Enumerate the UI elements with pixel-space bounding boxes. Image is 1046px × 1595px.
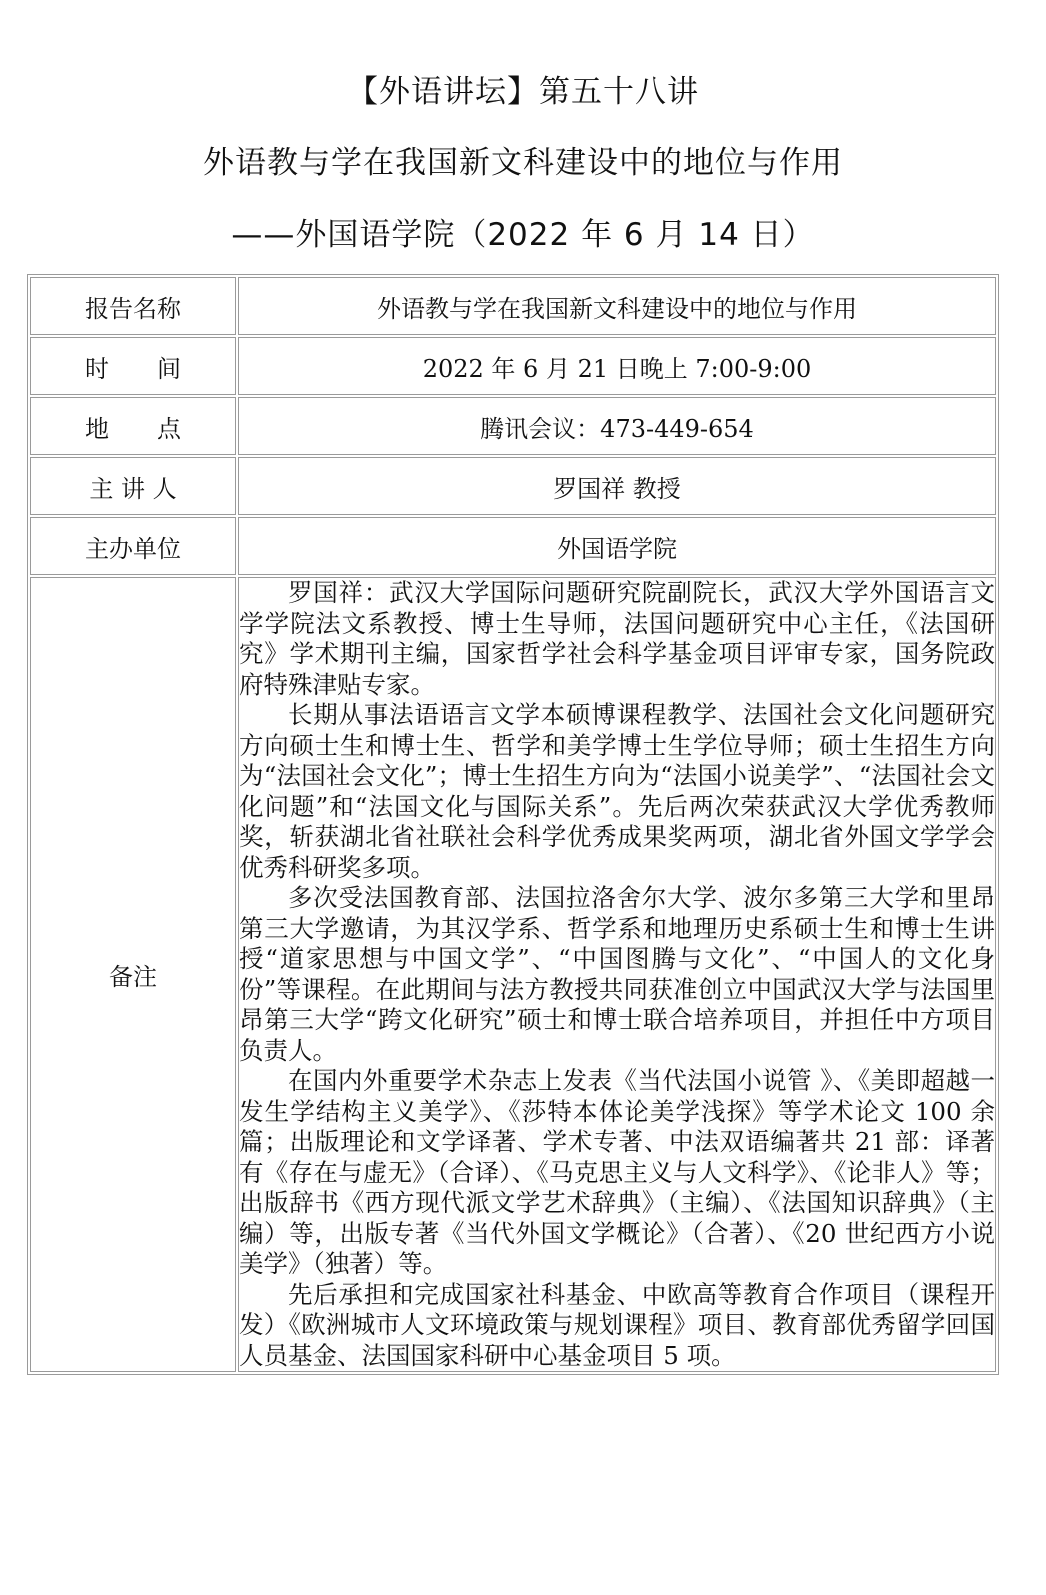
- lecture-series-title: 【外语讲坛】第五十八讲: [347, 74, 699, 110]
- table-row-report-name: [30, 277, 996, 335]
- lecture-topic-title: 外语教与学在我国新文科建设中的地位与作用: [203, 145, 843, 181]
- table-row-host: [30, 517, 996, 575]
- label-host: 主办单位: [30, 517, 236, 575]
- notes-paragraph: 罗国祥：武汉大学国际问题研究院副院长，武汉大学外国语言文学学院法文系教授、博士生导师，法国问题研究中心主任，《法国研究》学术期刊主编，国家哲学社会科学基金项目评审专家，国务院政府特殊津贴专家。: [239, 578, 995, 699]
- notes-paragraph: 先后承担和完成国家社科基金、中欧高等教育合作项目（课程开发）《欧洲城市人文环境政策与规划课程》项目、教育部优秀留学回国人员基金、法国国家科研中心基金项目 5 项。: [239, 1279, 995, 1370]
- table-row-speaker: [30, 457, 996, 515]
- table-row-location: [30, 397, 996, 455]
- value-time: 2022 年 6 月 21 日晚上 7:00-9:00: [238, 337, 996, 395]
- label-notes: 备注: [30, 577, 236, 1372]
- value-location: 腾讯会议：473-449-654: [238, 397, 996, 455]
- notes-paragraph: 多次受法国教育部、法国拉洛舍尔大学、波尔多第三大学和里昂第三大学邀请，为其汉学系、哲学系和地理历史系硕士生和博士生讲授“道家思想与中国文学”、“中国图腾与文化”、“中国人的文化身份”等课程。在此期间与法方教授共同获准创立中国武汉大学与法国里昂第三大学“跨文化研究”硕士和博士联合培养项目，并担任中方项目负责人。: [239, 883, 995, 1065]
- table-row-time: [30, 337, 996, 395]
- label-time: 时 间: [30, 337, 236, 395]
- value-speaker: 罗国祥 教授: [238, 457, 996, 515]
- lecture-info-table: [27, 274, 999, 1375]
- notes-paragraph: 在国内外重要学术杂志上发表《当代法国小说管 》、《美即超越一发生学结构主义美学》、《莎特本体论美学浅探》等学术论文 100 余篇；出版理论和文学译著、学术专著、中法双语编著共 21 部：译著有《存在与虚无》（合译）、《马克思主义与人文科学》、《论非人》等；出版辞书《西方现代派文学艺术辞典》（主编）、《法国知识辞典》（主编）等，出版专著《当代外国文学概论》（合著）、《20 世纪西方小说美学》（独著）等。: [239, 1066, 995, 1278]
- value-report-name: 外语教与学在我国新文科建设中的地位与作用: [238, 277, 996, 335]
- label-speaker: 主 讲 人: [30, 457, 236, 515]
- notes-paragraph: 长期从事法语语言文学本硕博课程教学、法国社会文化问题研究方向硕士生和博士生、哲学和美学博士生学位导师；硕士生招生方向为“法国社会文化”；博士生招生方向为“法国小说美学”、“法国社会文化问题”和“法国文化与国际关系”。先后两次荣获武汉大学优秀教师奖，斩获湖北省社联社会科学优秀成果奖两项，湖北省外国文学学会优秀科研奖多项。: [239, 700, 995, 882]
- notes-content: [238, 577, 996, 1372]
- label-report-name: 报告名称: [30, 277, 236, 335]
- organizer-date-subtitle: ——外国语学院（2022 年 6 月 14 日）: [231, 217, 815, 253]
- label-location: 地 点: [30, 397, 236, 455]
- value-host: 外国语学院: [238, 517, 996, 575]
- table-row-notes: [30, 577, 996, 1372]
